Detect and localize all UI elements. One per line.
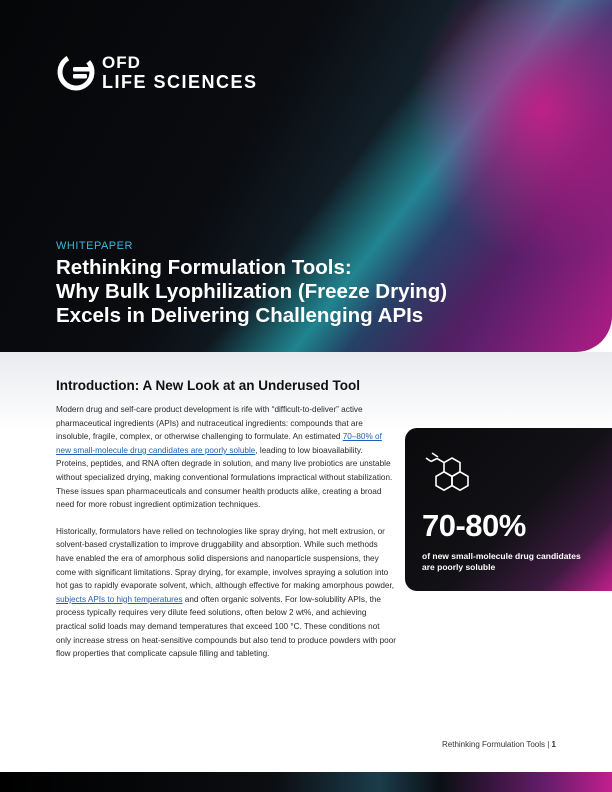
molecule-icon	[422, 448, 470, 496]
stat-caption: of new small-molecule drug candidates are poorly soluble	[422, 551, 581, 572]
paragraph-text: and often organic solvents. For low-solubility APIs, the process typically requires very dilute feed solutions, often below 2 wt%, and achieving practical solid loads may demand temperatures that exceed 100 °C. These conditions not only increase stress on heat-sensitive compounds but also tend to produce powders with poor flow properties that complicate capsule filling and tableting.	[56, 594, 396, 659]
page-number: 1	[551, 740, 556, 749]
stat-value: 70-80%	[422, 508, 526, 543]
title-line: Excels in Delivering Challenging APIs	[56, 304, 424, 327]
paragraph-text: Modern drug and self-care product development is rife with “difficult-to-deliver” active pharmaceutical ingredients (APIs) and nutraceutical ingredients: compounds that are insoluble, fragile, complex, or otherwise challenging to formulate. An estimated	[56, 405, 363, 442]
solubility-statistic-link[interactable]: 70–80% of new small-molecule drug candidates are poorly soluble	[56, 432, 382, 455]
title-line: Rethinking Formulation Tools:	[56, 256, 352, 279]
hero-banner	[0, 0, 612, 352]
brand-logo	[56, 52, 258, 92]
brand-subtitle: LIFE SCIENCES	[102, 71, 258, 92]
intro-section	[56, 378, 396, 661]
section-heading: Introduction: A New Look at an Underused Tool	[56, 378, 360, 393]
high-temperature-link[interactable]: subjects APIs to high temperatures	[56, 594, 183, 604]
ofd-logo-icon	[56, 52, 96, 92]
title-line: Why Bulk Lyophilization (Freeze Drying)	[56, 280, 448, 303]
paragraph-text: Historically, formulators have relied on technologies like spray drying, hot melt extrusion, or solvent-based crystallization to improve druggability and absorption. While such methods have enabled the era of amorphous solid dispersions and nanoparticle suspensions, they come with significant limitations. Spray drying, for example, involves spraying a solution into hot gas to rapidly evaporate solvent, which, although effective for making amorphous powder,	[56, 526, 395, 591]
intro-paragraph-2	[56, 525, 396, 661]
intro-paragraph-1	[56, 403, 396, 512]
page-title	[56, 256, 576, 328]
footer-doc-title: Rethinking Formulation Tools	[442, 740, 546, 749]
stat-callout	[405, 428, 612, 591]
bottom-accent-bar	[0, 772, 612, 792]
page-footer	[442, 740, 556, 749]
document-type-tag: WHITEPAPER	[56, 240, 133, 252]
footer-separator: |	[545, 740, 552, 749]
paragraph-text: , leading to low bioavailability. Proteins, peptides, and RNA often degrade in solution, and many live probiotics are unstable without specialized drying, making conventional formulations impractical without stabilization. These issues span pharmaceuticals and consumer health products alike, creating a broad need for more robust ingredient optimization techniques.	[56, 445, 393, 510]
brand-name: OFD	[102, 52, 141, 72]
